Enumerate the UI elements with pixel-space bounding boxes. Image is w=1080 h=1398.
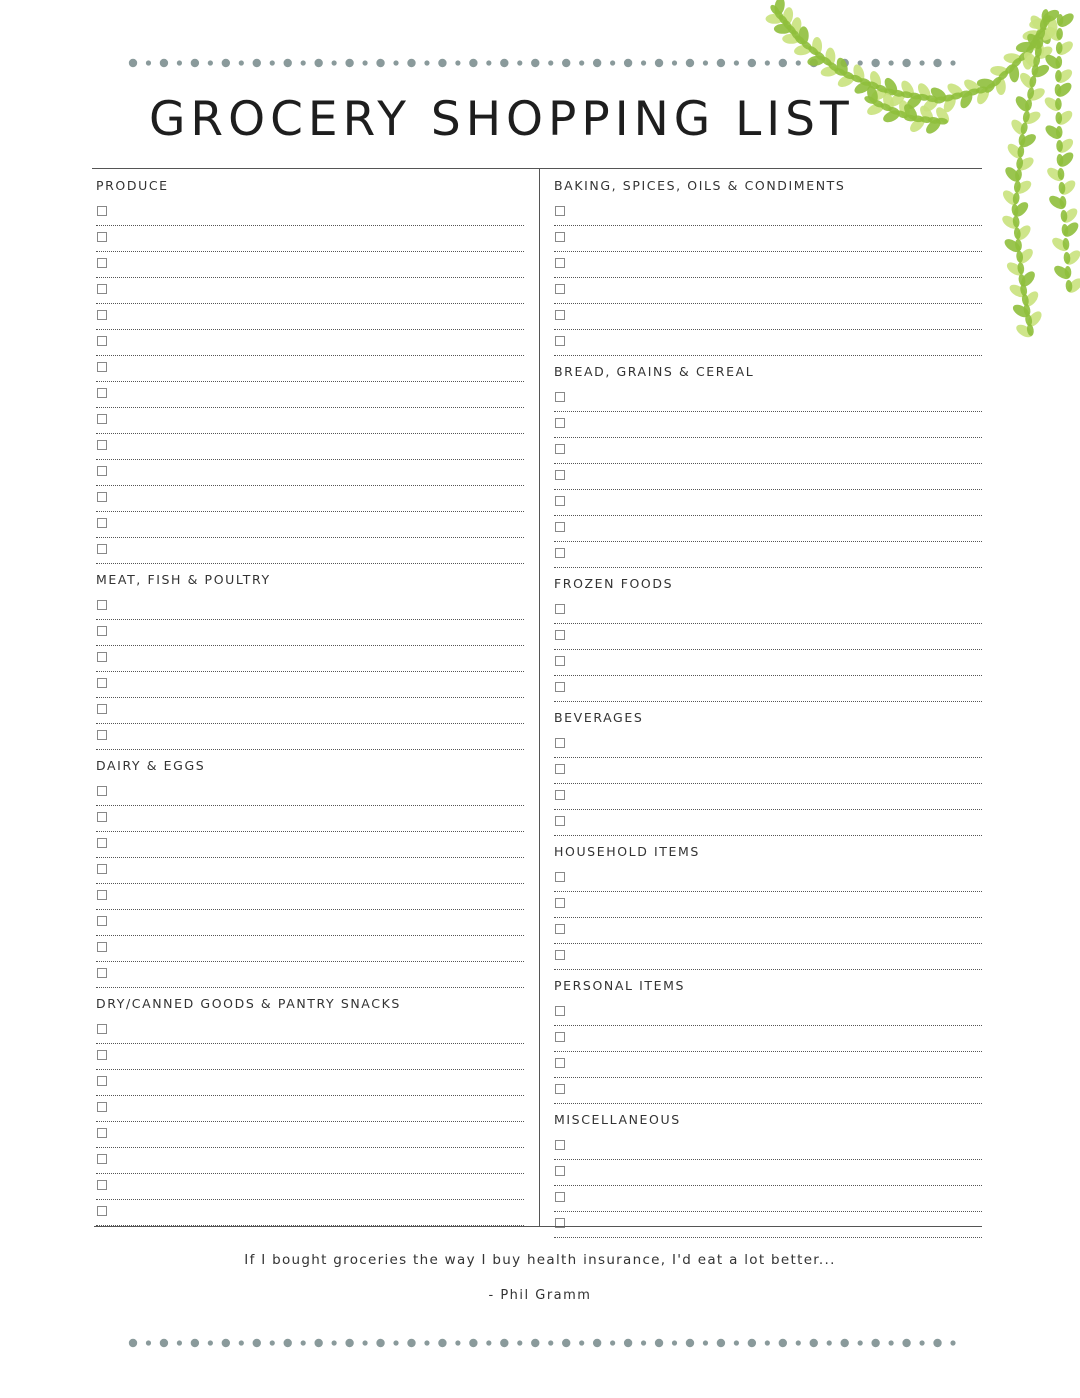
border-dot: [332, 60, 337, 65]
checkbox[interactable]: [97, 942, 107, 952]
list-item[interactable]: [554, 758, 982, 784]
checkbox[interactable]: [97, 544, 107, 554]
checkbox[interactable]: [97, 1076, 107, 1086]
border-dot: [672, 1340, 677, 1345]
list-item[interactable]: [554, 438, 982, 464]
border-dot: [610, 60, 615, 65]
border-dot: [796, 1340, 801, 1345]
list-item[interactable]: [554, 1186, 982, 1212]
checkbox[interactable]: [97, 600, 107, 610]
border-dot: [624, 1339, 632, 1347]
border-dot: [562, 59, 570, 67]
section-heading: DAIRY & EGGS: [96, 758, 206, 773]
section-heading: PRODUCE: [96, 178, 169, 193]
border-dot: [641, 60, 646, 65]
border-dot: [177, 1340, 182, 1345]
border-dot: [517, 60, 522, 65]
list-item[interactable]: [554, 490, 982, 516]
border-dot: [593, 59, 601, 67]
section-heading: PERSONAL ITEMS: [554, 978, 686, 993]
border-dot: [548, 1340, 553, 1345]
list-item[interactable]: [96, 382, 524, 408]
border-dot: [486, 60, 491, 65]
checkbox[interactable]: [555, 392, 565, 402]
border-dot: [407, 59, 415, 67]
list-item[interactable]: [554, 1134, 982, 1160]
list-item[interactable]: [554, 200, 982, 226]
border-dot: [362, 1340, 367, 1345]
border-dot: [748, 1339, 756, 1347]
right-column: [554, 170, 982, 1238]
checkbox[interactable]: [555, 444, 565, 454]
checkbox[interactable]: [97, 232, 107, 242]
list-item[interactable]: [554, 624, 982, 650]
list-item[interactable]: [554, 650, 982, 676]
border-dot: [191, 1339, 199, 1347]
border-dot: [362, 60, 367, 65]
checkbox[interactable]: [97, 518, 107, 528]
list-item[interactable]: [96, 1018, 524, 1044]
border-dot: [717, 59, 725, 67]
border-dot: [177, 60, 182, 65]
checkbox[interactable]: [555, 764, 565, 774]
border-dot: [858, 1340, 863, 1345]
list-item[interactable]: [96, 330, 524, 356]
checkbox[interactable]: [97, 1154, 107, 1164]
list-item[interactable]: [554, 386, 982, 412]
column-divider: [539, 168, 540, 1226]
list-item[interactable]: [554, 810, 982, 836]
list-item[interactable]: [554, 304, 982, 330]
section-heading: FROZEN FOODS: [554, 576, 674, 591]
checkbox[interactable]: [555, 470, 565, 480]
checkbox[interactable]: [97, 310, 107, 320]
checkbox[interactable]: [555, 1084, 565, 1094]
list-item[interactable]: [96, 936, 524, 962]
list-item[interactable]: [554, 412, 982, 438]
checkbox[interactable]: [555, 1006, 565, 1016]
checkbox[interactable]: [555, 872, 565, 882]
border-dot: [345, 1339, 353, 1347]
checkbox[interactable]: [555, 924, 565, 934]
border-dot: [919, 1340, 924, 1345]
checkbox[interactable]: [97, 492, 107, 502]
list-item[interactable]: [96, 434, 524, 460]
border-dot: [438, 59, 446, 67]
border-dot: [548, 60, 553, 65]
list-item[interactable]: [554, 1000, 982, 1026]
checkbox[interactable]: [97, 968, 107, 978]
border-dot: [314, 59, 322, 67]
checkbox[interactable]: [555, 232, 565, 242]
border-dot: [469, 59, 477, 67]
list-item[interactable]: [554, 784, 982, 810]
section-heading: MISCELLANEOUS: [554, 1112, 681, 1127]
checkbox[interactable]: [97, 1206, 107, 1216]
border-dot: [424, 1340, 429, 1345]
list-item[interactable]: [554, 278, 982, 304]
checkbox[interactable]: [555, 604, 565, 614]
border-dot: [703, 1340, 708, 1345]
border-dot: [301, 60, 306, 65]
border-dot: [902, 1339, 910, 1347]
border-dot: [407, 1339, 415, 1347]
list-item[interactable]: [96, 620, 524, 646]
border-dot: [253, 59, 261, 67]
list-item[interactable]: [554, 1026, 982, 1052]
list-item[interactable]: [96, 356, 524, 382]
section-heading: DRY/CANNED GOODS & PANTRY SNACKS: [96, 996, 401, 1011]
checkbox[interactable]: [555, 682, 565, 692]
border-dot: [686, 1339, 694, 1347]
list-item[interactable]: [554, 1078, 982, 1104]
border-dot: [393, 1340, 398, 1345]
checkbox[interactable]: [555, 496, 565, 506]
checkbox[interactable]: [97, 704, 107, 714]
list-item[interactable]: [96, 1070, 524, 1096]
checkbox[interactable]: [555, 1140, 565, 1150]
border-dot: [129, 59, 137, 67]
list-item[interactable]: [96, 832, 524, 858]
border-dot: [500, 1339, 508, 1347]
border-dot: [208, 60, 213, 65]
border-dot: [531, 59, 539, 67]
list-item[interactable]: [96, 512, 524, 538]
bottom-rule: [94, 1226, 982, 1227]
border-dot: [253, 1339, 261, 1347]
list-item[interactable]: [96, 1200, 524, 1226]
list-item[interactable]: [554, 542, 982, 568]
border-dot: [270, 60, 275, 65]
border-dot: [810, 1339, 818, 1347]
checkbox[interactable]: [555, 950, 565, 960]
border-dot: [610, 1340, 615, 1345]
border-dot: [579, 1340, 584, 1345]
list-item[interactable]: [96, 226, 524, 252]
list-item[interactable]: [554, 226, 982, 252]
checkbox[interactable]: [97, 258, 107, 268]
border-dot: [301, 1340, 306, 1345]
section-heading: HOUSEHOLD ITEMS: [554, 844, 700, 859]
border-dot: [517, 1340, 522, 1345]
border-dot: [270, 1340, 275, 1345]
border-dot: [208, 1340, 213, 1345]
checkbox[interactable]: [555, 522, 565, 532]
checkbox[interactable]: [97, 1050, 107, 1060]
border-dot: [950, 1340, 955, 1345]
list-item[interactable]: [554, 252, 982, 278]
checkbox[interactable]: [97, 388, 107, 398]
border-dot: [222, 1339, 230, 1347]
border-dot: [146, 1340, 151, 1345]
list-item[interactable]: [554, 598, 982, 624]
border-dot: [734, 60, 739, 65]
checkbox[interactable]: [97, 466, 107, 476]
list-item[interactable]: [96, 460, 524, 486]
checkbox[interactable]: [97, 838, 107, 848]
section-heading: BAKING, SPICES, OILS & CONDIMENTS: [554, 178, 846, 193]
left-column: [96, 170, 524, 1226]
checkbox[interactable]: [97, 440, 107, 450]
checkbox[interactable]: [97, 730, 107, 740]
border-dot: [779, 1339, 787, 1347]
list-item[interactable]: [554, 516, 982, 542]
dotted-border-bottom: [128, 1336, 958, 1350]
checkbox[interactable]: [555, 206, 565, 216]
top-rule: [92, 168, 982, 169]
list-item[interactable]: [96, 1044, 524, 1070]
border-dot: [424, 60, 429, 65]
list-item[interactable]: [554, 866, 982, 892]
list-item[interactable]: [554, 918, 982, 944]
list-item[interactable]: [96, 252, 524, 278]
border-dot: [748, 59, 756, 67]
checkbox[interactable]: [97, 206, 107, 216]
section-heading: BREAD, GRAINS & CEREAL: [554, 364, 755, 379]
checkbox[interactable]: [555, 898, 565, 908]
border-dot: [562, 1339, 570, 1347]
checkbox[interactable]: [97, 652, 107, 662]
list-item[interactable]: [96, 278, 524, 304]
list-item[interactable]: [96, 1148, 524, 1174]
checkbox[interactable]: [555, 1032, 565, 1042]
list-item[interactable]: [96, 594, 524, 620]
border-dot: [579, 60, 584, 65]
quote-text: If I bought groceries the way I buy health insurance, I'd eat a lot better...: [244, 1252, 836, 1268]
border-dot: [686, 59, 694, 67]
checkbox[interactable]: [97, 362, 107, 372]
page-title: GROCERY SHOPPING LIST: [149, 92, 854, 147]
border-dot: [314, 1339, 322, 1347]
list-item[interactable]: [96, 200, 524, 226]
list-item[interactable]: [96, 724, 524, 750]
list-item[interactable]: [554, 944, 982, 970]
list-item[interactable]: [554, 330, 982, 356]
list-item[interactable]: [96, 910, 524, 936]
checkbox[interactable]: [555, 284, 565, 294]
border-dot: [889, 1340, 894, 1345]
list-item[interactable]: [96, 806, 524, 832]
checkbox[interactable]: [555, 310, 565, 320]
list-item[interactable]: [96, 304, 524, 330]
checkbox[interactable]: [555, 630, 565, 640]
checkbox[interactable]: [555, 418, 565, 428]
checkbox[interactable]: [555, 548, 565, 558]
checkbox[interactable]: [555, 816, 565, 826]
border-dot: [655, 1339, 663, 1347]
list-item[interactable]: [554, 1160, 982, 1186]
checkbox[interactable]: [555, 1058, 565, 1068]
border-dot: [703, 60, 708, 65]
checkbox[interactable]: [97, 890, 107, 900]
border-dot: [376, 1339, 384, 1347]
border-dot: [376, 59, 384, 67]
list-item[interactable]: [96, 780, 524, 806]
section-heading: BEVERAGES: [554, 710, 644, 725]
checkbox[interactable]: [555, 790, 565, 800]
list-item[interactable]: [96, 486, 524, 512]
checkbox[interactable]: [97, 1024, 107, 1034]
border-dot: [284, 59, 292, 67]
list-item[interactable]: [96, 646, 524, 672]
border-dot: [717, 1339, 725, 1347]
border-dot: [641, 1340, 646, 1345]
checkbox[interactable]: [97, 626, 107, 636]
border-dot: [486, 1340, 491, 1345]
border-dot: [239, 1340, 244, 1345]
checkbox[interactable]: [555, 738, 565, 748]
border-dot: [129, 1339, 137, 1347]
checkbox[interactable]: [97, 812, 107, 822]
checkbox[interactable]: [97, 678, 107, 688]
list-item[interactable]: [554, 464, 982, 490]
border-dot: [672, 60, 677, 65]
list-item[interactable]: [554, 1212, 982, 1238]
border-dot: [655, 59, 663, 67]
border-dot: [146, 60, 151, 65]
border-dot: [624, 59, 632, 67]
border-dot: [734, 1340, 739, 1345]
border-dot: [455, 1340, 460, 1345]
border-dot: [191, 59, 199, 67]
checkbox[interactable]: [97, 786, 107, 796]
border-dot: [531, 1339, 539, 1347]
checkbox[interactable]: [555, 656, 565, 666]
checkbox[interactable]: [555, 1192, 565, 1202]
border-dot: [393, 60, 398, 65]
checkbox[interactable]: [97, 1102, 107, 1112]
border-dot: [160, 1339, 168, 1347]
checkbox[interactable]: [97, 1128, 107, 1138]
list-item[interactable]: [96, 962, 524, 988]
border-dot: [765, 1340, 770, 1345]
list-item[interactable]: [96, 884, 524, 910]
list-item[interactable]: [96, 1096, 524, 1122]
checkbox[interactable]: [97, 864, 107, 874]
border-dot: [840, 1339, 848, 1347]
border-dot: [469, 1339, 477, 1347]
list-item[interactable]: [96, 1122, 524, 1148]
border-dot: [239, 60, 244, 65]
checkbox[interactable]: [97, 336, 107, 346]
list-item[interactable]: [96, 698, 524, 724]
border-dot: [593, 1339, 601, 1347]
border-dot: [284, 1339, 292, 1347]
border-dot: [827, 1340, 832, 1345]
border-dot: [345, 59, 353, 67]
checkbox[interactable]: [97, 1180, 107, 1190]
checkbox[interactable]: [555, 258, 565, 268]
checkbox[interactable]: [555, 1166, 565, 1176]
quote-author: - Phil Gramm: [488, 1288, 592, 1303]
checkbox[interactable]: [97, 916, 107, 926]
list-item[interactable]: [96, 672, 524, 698]
checkbox[interactable]: [555, 336, 565, 346]
border-dot: [500, 59, 508, 67]
list-item[interactable]: [554, 676, 982, 702]
border-dot: [871, 1339, 879, 1347]
checkbox[interactable]: [97, 414, 107, 424]
list-item[interactable]: [554, 732, 982, 758]
list-item[interactable]: [554, 892, 982, 918]
border-dot: [160, 59, 168, 67]
checkbox[interactable]: [97, 284, 107, 294]
border-dot: [455, 60, 460, 65]
list-item[interactable]: [96, 408, 524, 434]
border-dot: [933, 1339, 941, 1347]
border-dot: [222, 59, 230, 67]
list-item[interactable]: [554, 1052, 982, 1078]
list-item[interactable]: [96, 1174, 524, 1200]
border-dot: [332, 1340, 337, 1345]
border-dot: [438, 1339, 446, 1347]
section-heading: MEAT, FISH & POULTRY: [96, 572, 271, 587]
list-item[interactable]: [96, 858, 524, 884]
list-item[interactable]: [96, 538, 524, 564]
